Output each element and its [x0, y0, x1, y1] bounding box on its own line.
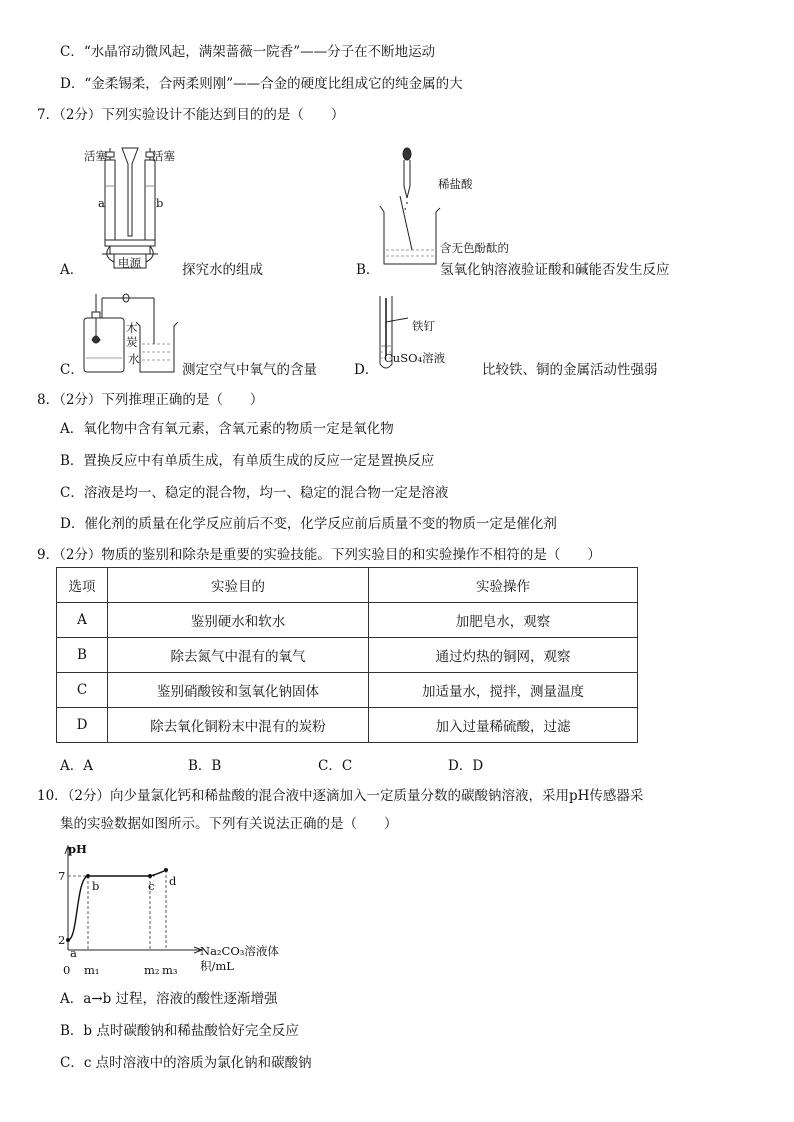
- carbon-label-2: 炭: [126, 335, 138, 349]
- option-d-caption: 比较铁、铜的金属活动性强弱: [482, 362, 658, 378]
- y-axis-label: pH: [68, 842, 87, 856]
- cell-operation: 加肥皂水，观察: [369, 603, 638, 638]
- q9-stem: 9．（2分）物质的鉴别和除杂是重要的实验技能。下列实验目的和实验操作不相符的是（ ）: [37, 547, 601, 563]
- q9-answer-b: B．B: [188, 758, 222, 774]
- q10-stem-line1: 10．（2分）向少量氯化钙和稀盐酸的混合液中逐滴加入一定质量分数的碳酸钠溶液，采用pH传感器采: [37, 788, 644, 804]
- header-purpose: 实验目的: [108, 568, 369, 603]
- cell-option: B: [57, 638, 108, 673]
- q8-option-c: C．溶液是均一、稳定的混合物，均一、稳定的混合物一定是溶液: [60, 485, 449, 501]
- cell-operation: 加入过量稀硫酸，过滤: [369, 708, 638, 743]
- x-tick-m3: m₃: [162, 963, 178, 977]
- y-tick-2: 2: [58, 933, 66, 947]
- water-label: 水: [128, 352, 140, 366]
- cell-operation: 加适量水，搅拌，测量温度: [369, 673, 638, 708]
- table-row: [57, 673, 638, 708]
- iron-nail-label: 铁钉: [412, 319, 435, 333]
- point-b-label: b: [92, 879, 100, 893]
- q6-option-c: C．“水晶帘动微风起，满架蔷薇一院香”——分子在不断地运动: [60, 44, 436, 60]
- x-axis-label: Na₂CO₃溶液体积/mL: [200, 944, 279, 973]
- point-a: [66, 938, 70, 942]
- phenolphthalein-label: 含无色酚酞的: [440, 241, 509, 255]
- q8-option-d: D．催化剂的质量在化学反应前后不变，化学反应前后质量不变的物质一定是催化剂: [60, 516, 557, 532]
- q9-answer-a: A．A: [60, 758, 93, 774]
- power-source-label: 电源: [118, 256, 141, 270]
- q8-option-b: B．置换反应中有单质生成，有单质生成的反应一定是置换反应: [60, 453, 435, 469]
- cell-purpose: 除去氧化铜粉末中混有的炭粉: [108, 708, 369, 743]
- x-tick-m2: m₂: [144, 963, 160, 977]
- copper-sulfate-label: CuSO₄溶液: [384, 351, 446, 365]
- x-tick-0: 0: [63, 963, 71, 977]
- point-d-label: d: [169, 874, 177, 888]
- table-header-row: [57, 568, 638, 603]
- table-row: [57, 603, 638, 638]
- carbon-label-1: 木: [126, 321, 138, 335]
- electrode-a-label: a: [98, 196, 105, 210]
- option-a-prefix: A．: [60, 262, 84, 278]
- table-row: [57, 638, 638, 673]
- option-b-caption: 氢氧化钠溶液验证酸和碱能否发生反应: [440, 262, 670, 278]
- q9-answer-c: C．C: [318, 758, 353, 774]
- point-a-label: a: [70, 946, 77, 960]
- electrode-b-label: b: [156, 196, 164, 210]
- q10-option-b: B．b 点时碳酸钠和稀盐酸恰好完全反应: [60, 1023, 299, 1039]
- point-b: [86, 874, 90, 878]
- header-operation: 实验操作: [369, 568, 638, 603]
- valve-right-label: 活塞: [152, 149, 175, 163]
- cell-option: C: [57, 673, 108, 708]
- point-d: [164, 868, 168, 872]
- option-d-prefix: D．: [354, 362, 379, 378]
- cell-purpose: 鉴别硝酸铵和氢氧化钠固体: [108, 673, 369, 708]
- q8-stem: 8．（2分）下列推理正确的是（ ）: [37, 392, 264, 408]
- option-c-caption: 测定空气中氧气的含量: [182, 362, 317, 378]
- q6-option-d: D．“金柔锡柔，合两柔则刚”——合金的硬度比组成它的纯金属的大: [60, 76, 463, 92]
- q9-answer-d: D．D: [448, 758, 484, 774]
- q10-stem-line2: 集的实验数据如图所示。下列有关说法正确的是（ ）: [60, 816, 398, 832]
- table-row: [57, 708, 638, 743]
- cell-purpose: 除去氮气中混有的氧气: [108, 638, 369, 673]
- x-tick-m1: m₁: [84, 963, 100, 977]
- y-tick-7: 7: [58, 869, 66, 883]
- q7-stem: 7．（2分）下列实验设计不能达到目的的是（ ）: [37, 107, 345, 123]
- point-c: [148, 874, 152, 878]
- hydrochloric-acid-label: 稀盐酸: [438, 177, 473, 191]
- header-option: 选项: [57, 568, 108, 603]
- q10-option-c: C．c 点时溶液中的溶质为氯化钠和碳酸钠: [60, 1055, 312, 1071]
- cell-purpose: 鉴别硬水和软水: [108, 603, 369, 638]
- q8-option-a: A．氧化物中含有氧元素，含氧元素的物质一定是氧化物: [60, 421, 394, 437]
- cell-operation: 通过灼热的铜网，观察: [369, 638, 638, 673]
- cell-option: D: [57, 708, 108, 743]
- beaker-dropper-figure: [376, 146, 442, 270]
- cell-option: A: [57, 603, 108, 638]
- point-c-label: c: [148, 879, 155, 893]
- option-a-caption: 探究水的组成: [182, 262, 263, 278]
- q9-table: [56, 567, 638, 743]
- option-b-prefix: B．: [356, 262, 380, 278]
- valve-left-label: 活塞: [84, 149, 107, 163]
- option-c-prefix: C．: [60, 362, 84, 378]
- q10-option-a: A．a→b 过程，溶液的酸性逐渐增强: [60, 991, 278, 1007]
